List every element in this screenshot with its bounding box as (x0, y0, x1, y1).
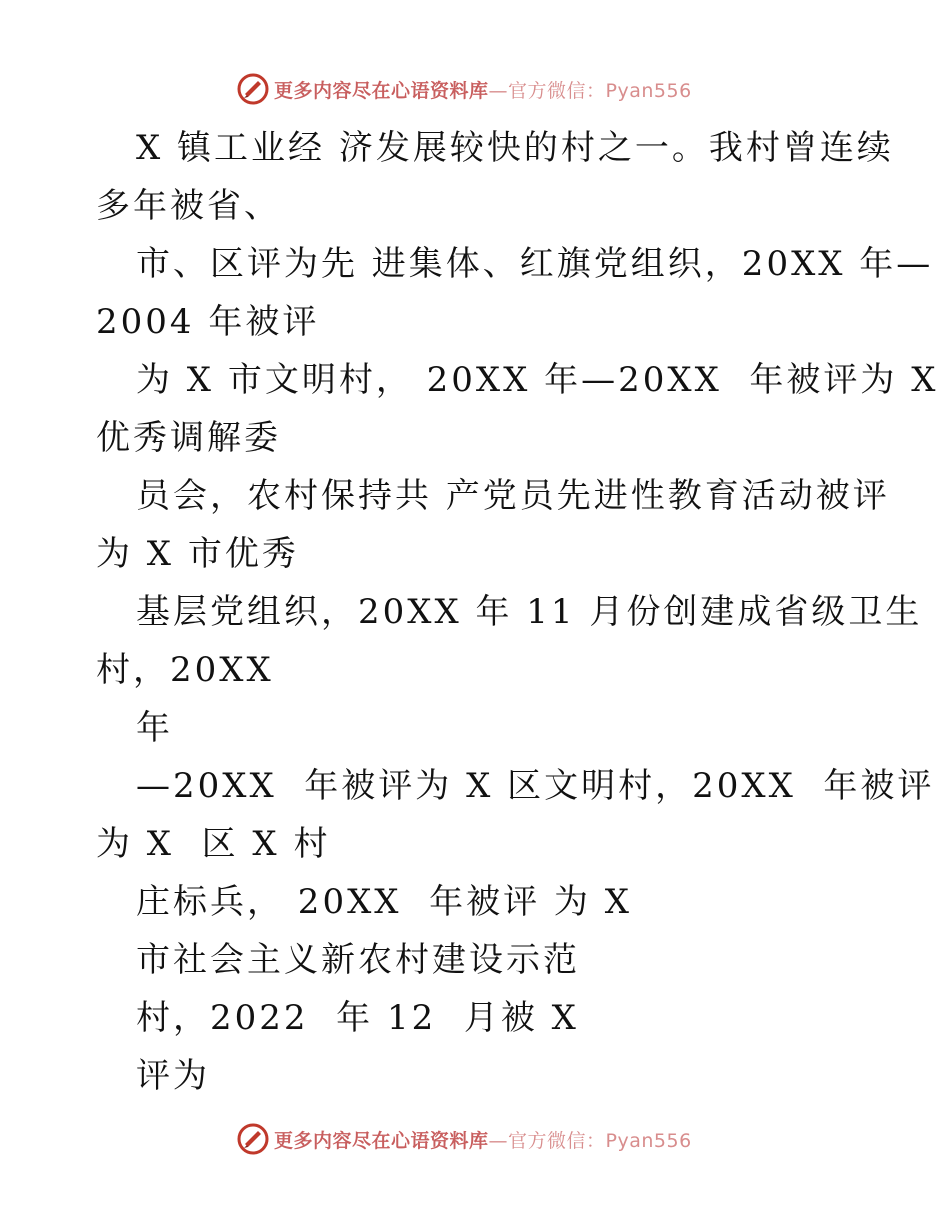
body-line: X 镇工业经 济发展较快的村之一。我村曾连续 (136, 128, 894, 168)
body-line: 年 (136, 708, 173, 748)
body-line: 市、区评为先 进集体、红旗党组织，20XX 年— (136, 244, 934, 284)
body-line: 市社会主义新农村建设示范 (136, 940, 580, 980)
body-line: 2004 年被评 (96, 302, 320, 342)
body-line: 评为 (136, 1056, 210, 1096)
body-line: 为 X 市文明村， 20XX 年—20XX 年被评为 X (136, 360, 939, 400)
body-line: 村，20XX (96, 650, 274, 690)
body-line: 庄标兵， 20XX 年被评 为 X (136, 882, 632, 922)
footer-banner-text: 更多内容尽在心语资料库—官方微信：Pyan556 (274, 1129, 692, 1152)
body-line: —20XX 年被评为 X 区文明村，20XX 年被评 (136, 766, 935, 806)
brand-logo-icon (236, 1122, 270, 1156)
footer-banner (236, 1122, 692, 1156)
body-line: 员会，农村保持共 产党员先进性教育活动被评 (136, 476, 890, 516)
body-line: 为 X 区 X 村 (96, 824, 331, 864)
body-line: 优秀调解委 (96, 418, 281, 458)
body-line: 村，2022 年 12 月被 X (136, 998, 579, 1038)
body-line: 基层党组织，20XX 年 11 月份创建成省级卫生 (136, 592, 923, 632)
header-banner-text: 更多内容尽在心语资料库—官方微信：Pyan556 (274, 79, 692, 102)
body-line: 多年被省、 (96, 186, 281, 226)
body-line: 为 X 市优秀 (96, 534, 299, 574)
